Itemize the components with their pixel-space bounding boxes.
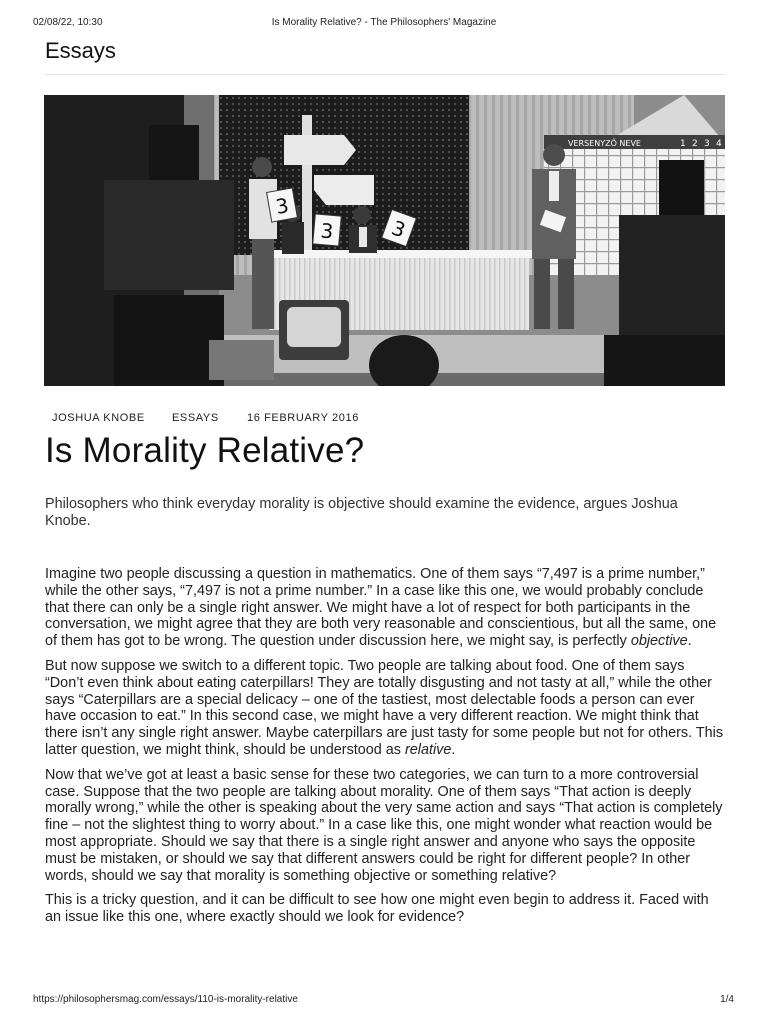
svg-text:3: 3 (319, 218, 335, 244)
paragraph: This is a tricky question, and it can be difficult to see how one might even begin to address it. Faced with an issue like this one, where exactly should we look for evidence? (45, 892, 709, 926)
article-body (45, 566, 725, 934)
print-header (0, 14, 768, 32)
section-divider (45, 74, 725, 75)
author-link[interactable]: JOSHUA KNOBE (52, 412, 145, 424)
scoreboard-number: 2 (692, 139, 698, 149)
article-title: Is Morality Relative? (45, 431, 365, 470)
section-title[interactable]: Essays (45, 38, 116, 63)
category-link[interactable]: ESSAYS (172, 412, 219, 424)
scoreboard-number: 1 (680, 139, 686, 149)
publish-date: 16 FEBRUARY 2016 (247, 412, 359, 424)
print-datetime: 02/08/22, 10:30 (33, 17, 103, 28)
score-card (267, 188, 298, 222)
scoreboard-number: 4 (716, 139, 722, 149)
paragraph: But now suppose we switch to a different topic. Two people are talking about food. One of them says “Don’t even think about eating caterpillars! They are totally disgusting and not tasty at all,” while the other says “Caterpillars are a special delicacy – one of the tastiest, most delectable foods a person can ever have occasion to eat.” In this second case, we might have a very different reaction. We might think that there isn’t any single right answer. Maybe caterpillars are just tasty for some people but not for others. This latter question, we might think, should be understood as relative. (45, 657, 724, 758)
score-card (313, 214, 342, 246)
paragraph: Imagine two people discussing a question in mathematics. One of them says “7,497 is a prime number,” while the other says, “7,497 is not a prime number.” In a case like this one, we would probably conclude that there can only be a single right answer. We might have a lot of respect for both participants in the conversation, we might agree that they are both very reasonable and conscientious, but all the same, one of them has got to be wrong. The question under discussion here, we might say, is perfectly objective. (45, 566, 717, 650)
hero-image (44, 95, 725, 386)
svg-text:3: 3 (388, 215, 409, 243)
print-page-number: 1/4 (720, 994, 734, 1005)
svg-text:3: 3 (273, 193, 291, 219)
paragraph: Now that we’ve got at least a basic sense for these two categories, we can turn to a more controversial case. Suppose that the two people are talking about morality. One of them says “That action is deeply morally wrong,” while the other is speaking about the very same action and says “That action is completely fine – not the slightest thing to worry about.” In a case like this, one might wonder what reaction would be most appropriate. Should we say that there is a single right answer and anyone who says the opposite must be mistaken, or should we say that different answers could be right for different people? In other words, should we say that morality is something objective or something relative? (45, 766, 723, 884)
scoreboard-heading: VERSENYZŐ NEVE (568, 139, 641, 148)
print-url: https://philosophersmag.com/essays/110-is-morality-relative (33, 994, 298, 1005)
scoreboard-number: 3 (704, 139, 710, 149)
print-page-title: Is Morality Relative? - The Philosophers' Magazine (271, 17, 497, 28)
article-standfirst: Philosophers who think everyday morality is objective should examine the evidence, argues Joshua Knobe. (45, 496, 678, 529)
